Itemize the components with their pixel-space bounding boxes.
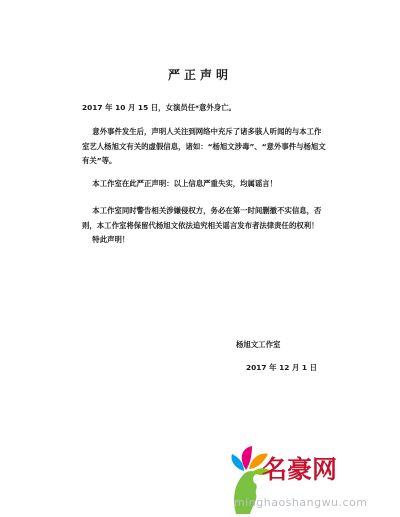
- statement-title: 严正声明: [167, 68, 232, 82]
- paragraph-warning: 本工作室同时警告相关涉嫌侵权方，务必在第一时间删撤不实信息，否则，本工作室将保留代杨旭文依法追究相关谣言发布者法律责任的权利！: [82, 206, 322, 230]
- paragraph-closing: 特此声明！: [82, 235, 130, 244]
- signatory: 杨旭文工作室: [236, 340, 281, 349]
- paragraph-date-event: 2017 年 10 月 15 日，女演员任*意外身亡。: [82, 103, 236, 112]
- signature-date: 2017 年 12 月 1 日: [246, 363, 318, 372]
- watermark-url: minghaoshangwu.com: [234, 496, 368, 509]
- paragraph-rumors: 意外事件发生后，声明人关注到网络中充斥了诸多骇人听闻的与本工作室艺人杨旭文有关的虚假信息，诸如：“杨旭文涉毒”、“意外事件与杨旭文有关”等。: [82, 127, 326, 165]
- watermark-logo-text: 名豪网: [262, 455, 338, 484]
- paragraph-denial: 本工作室在此严正声明：以上信息严重失实，均属谣言！: [82, 179, 278, 188]
